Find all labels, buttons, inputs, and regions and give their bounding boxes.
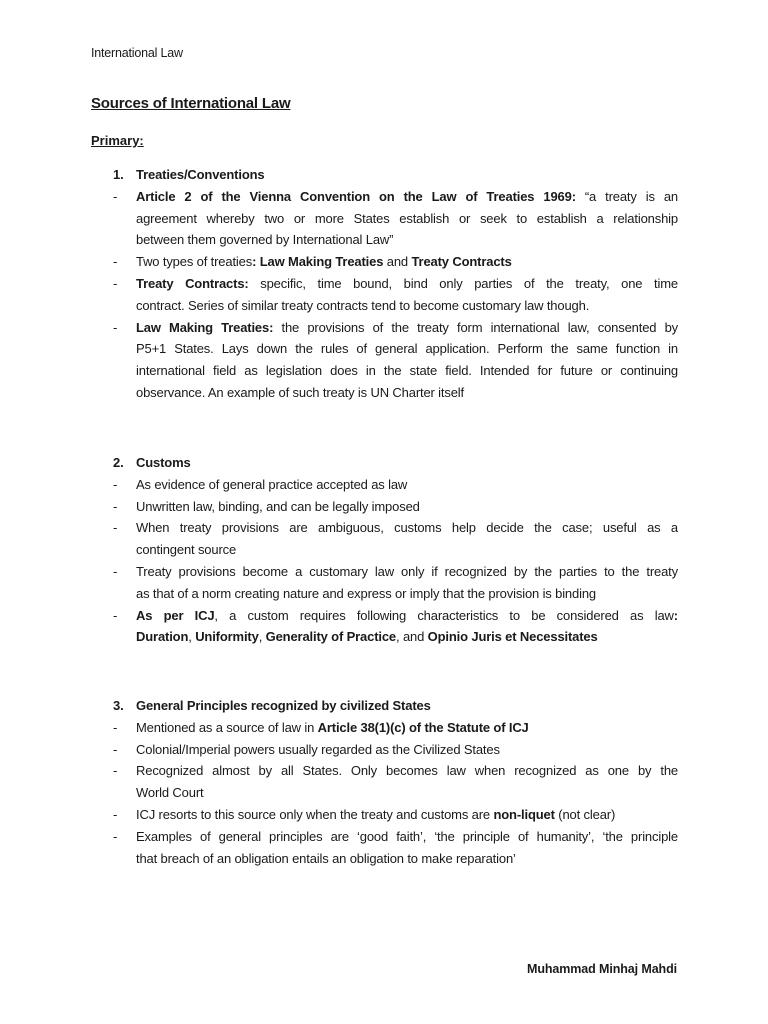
text-run: Generality of Practice (265, 629, 397, 645)
bullet-text (136, 826, 678, 848)
bullet-text (136, 229, 678, 251)
section-treaties (0, 164, 768, 404)
bullet-line (0, 273, 768, 295)
bullet-text (136, 626, 678, 648)
bullet-text (136, 760, 678, 782)
bullet-text (136, 848, 678, 870)
bullet-text (136, 496, 678, 518)
bullet-text (136, 273, 678, 295)
text-run: (not clear) (554, 806, 616, 822)
text-run: Colonial/Imperial powers usually regarded as the Civilized States (136, 741, 500, 757)
text-run: Article 2 of the Vienna Convention on the Law of Treaties 1969: (136, 188, 576, 204)
bullet-text (136, 474, 678, 496)
bullet-text (136, 382, 678, 404)
bullet-dash: - (113, 763, 118, 779)
bullet-line (0, 760, 768, 782)
text-run: When treaty provisions are ambiguous, customs help decide the case; useful as a (136, 520, 678, 536)
bullet-text (136, 338, 678, 360)
page-header: International Law (91, 46, 183, 60)
text-run: , (188, 629, 196, 645)
bullet-text (136, 605, 678, 627)
bullet-text (136, 739, 678, 761)
text-run: Treaty provisions become a customary law only if recognized by the parties to the treaty (136, 563, 678, 579)
bullet-text (136, 317, 678, 339)
bullet-line (0, 382, 768, 404)
text-run: , a custom requires following characteristics to be considered as law (214, 607, 674, 623)
text-run: between them governed by International Law” (136, 232, 394, 248)
text-run: non-liquet (493, 806, 555, 822)
text-run: P5+1 States. Lays down the rules of general application. Perform the same function in (136, 341, 678, 357)
text-run: contract. Series of similar treaty contracts tend to become customary law though. (136, 297, 590, 313)
bullet-text (136, 517, 678, 539)
bullet-line (0, 517, 768, 539)
bullet-text (136, 717, 678, 739)
text-run: and (383, 254, 412, 270)
bullet-text (136, 295, 678, 317)
bullet-line (0, 251, 768, 273)
bullet-dash: - (113, 275, 118, 291)
bullet-line (0, 583, 768, 605)
text-run: Article 38(1)(c) of the Statute of ICJ (317, 719, 529, 735)
text-run: Two types of treaties (136, 254, 253, 270)
text-run: World Court (136, 785, 204, 801)
section-heading-line (0, 452, 768, 474)
text-run: Recognized almost by all States. Only becomes law when recognized as one by the (136, 763, 678, 779)
bullet-dash: - (113, 254, 118, 270)
bullet-line (0, 561, 768, 583)
bullet-line (0, 496, 768, 518)
section-customs (0, 452, 768, 648)
section-heading: Treaties/Conventions (136, 167, 265, 182)
text-run: As per ICJ (136, 607, 215, 623)
text-run: , (258, 629, 266, 645)
bullet-line (0, 338, 768, 360)
bullet-text (136, 782, 678, 804)
bullet-dash: - (113, 563, 118, 579)
bullet-line (0, 208, 768, 230)
bullet-text (136, 583, 678, 605)
text-run: Treaty Contracts: (136, 275, 249, 291)
bullet-dash: - (113, 476, 118, 492)
bullet-text (136, 360, 678, 382)
bullet-text (136, 251, 678, 273)
bullet-line (0, 317, 768, 339)
bullet-text (136, 208, 678, 230)
document-title: Sources of International Law (91, 95, 291, 112)
bullet-line (0, 605, 768, 627)
text-run: Duration (136, 629, 189, 645)
section-heading: Customs (136, 455, 191, 470)
bullet-line (0, 186, 768, 208)
bullet-line (0, 717, 768, 739)
section-general-principles (0, 695, 768, 869)
bullet-line (0, 848, 768, 870)
bullet-text (136, 539, 678, 561)
bullet-line (0, 782, 768, 804)
section-heading-line (0, 164, 768, 186)
text-run: Law Making Treaties: (136, 319, 274, 335)
section-number: 2. (113, 455, 124, 470)
section-heading: General Principles recognized by civilized States (136, 698, 431, 713)
bullet-line (0, 626, 768, 648)
text-run: Uniformity (195, 629, 259, 645)
text-run: “a treaty is an (575, 188, 678, 204)
text-run: Mentioned as a source of law in (136, 719, 318, 735)
bullet-text (136, 561, 678, 583)
bullet-dash: - (113, 607, 118, 623)
bullet-line (0, 539, 768, 561)
text-run: As evidence of general practice accepted as law (136, 476, 408, 492)
text-run: that breach of an obligation entails an obligation to make reparation’ (136, 850, 516, 866)
author-name: Muhammad Minhaj Mahdi (527, 962, 677, 976)
text-run: the provisions of the treaty form international law, consented by (273, 319, 678, 335)
bullet-line (0, 295, 768, 317)
bullet-line (0, 804, 768, 826)
bullet-line (0, 739, 768, 761)
bullet-text (136, 804, 678, 826)
text-run: : Law Making Treaties (252, 254, 384, 270)
text-run: contingent source (136, 542, 237, 558)
bullet-line (0, 474, 768, 496)
section-number: 1. (113, 167, 124, 182)
text-run: Unwritten law, binding, and can be legally imposed (136, 498, 420, 514)
bullet-text (136, 186, 678, 208)
bullet-dash: - (113, 741, 118, 757)
text-run: ICJ resorts to this source only when the treaty and customs are (136, 806, 494, 822)
text-run: Examples of general principles are ‘good faith’, ‘the principle of humanity’, ‘the principle (136, 828, 678, 844)
primary-label: Primary: (91, 133, 144, 148)
text-run: specific, time bound, bind only parties of the treaty, one time (248, 275, 678, 291)
text-run: international field as legislation does in the state field. Intended for future or continuing (136, 363, 678, 379)
bullet-dash: - (113, 188, 118, 204)
text-run: Opinio Juris et Necessitates (427, 629, 598, 645)
text-run: observance. An example of such treaty is UN Charter itself (136, 384, 465, 400)
bullet-dash: - (113, 719, 118, 735)
bullet-line (0, 360, 768, 382)
text-run: Treaty Contracts (411, 254, 512, 270)
bullet-line (0, 229, 768, 251)
bullet-dash: - (113, 828, 118, 844)
section-number: 3. (113, 698, 124, 713)
bullet-dash: - (113, 520, 118, 536)
bullet-dash: - (113, 319, 118, 335)
bullet-line (0, 826, 768, 848)
text-run: : (673, 607, 678, 623)
text-run: as that of a norm creating nature and express or imply that the provision is binding (136, 585, 596, 601)
section-heading-line (0, 695, 768, 717)
bullet-dash: - (113, 498, 118, 514)
text-run: agreement whereby two or more States establish or seek to establish a relationship (136, 210, 678, 226)
bullet-dash: - (113, 806, 118, 822)
text-run: , and (396, 629, 428, 645)
